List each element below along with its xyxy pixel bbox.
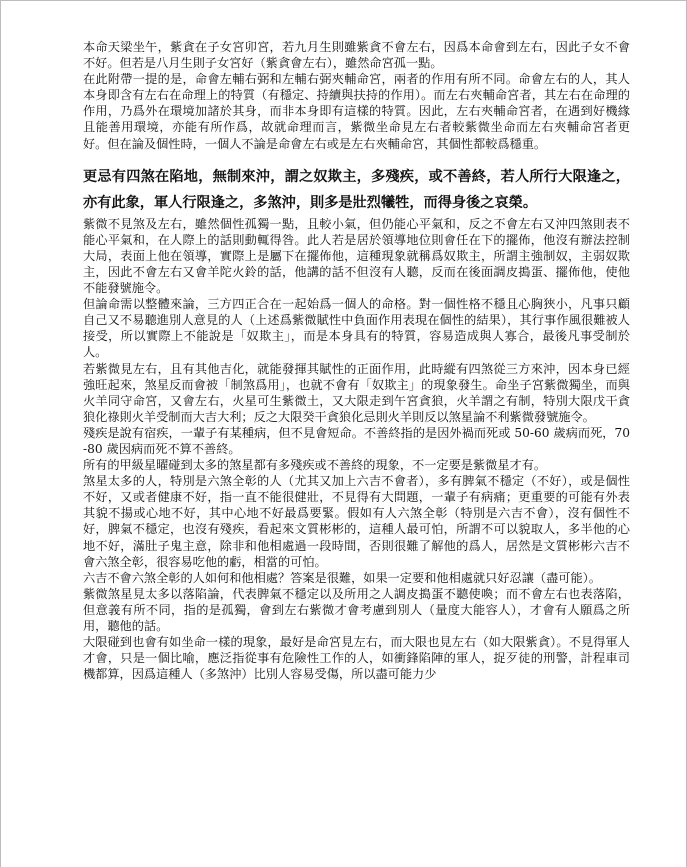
intro-paragraph-2: 在此附帶一提的是，命會左輔右弼和左輔右弼夾輔命宮，兩者的作用有所不同。命會左右的人，其人本身即含有左右在命理上的特質（有穩定、持續與扶持的作用）。而左右夾輔命宮者，其左右在命理的作用，乃爲外在環境加諸於其身，而非本身即有這樣的特質。因此，左右夾輔命宮者，在遇到好機緣且能善用環境，亦能有所作爲，故就命理而言，紫微坐命見左右者較紫微坐命而左右夾輔命宮者更好。但在論及個性時，一個人不論是命會左右或是左右夾輔命宮，其個性都較爲穩重。 [83,72,630,151]
body-paragraph-5: 所有的甲級星曜碰到太多的煞星都有多殘疾或不善終的現象，不一定要是紫微星才有。 [83,458,547,473]
body-paragraph-8: 紫微煞星見太多以落陷論，代表脾氣不穩定以及所用之人調皮搗蛋不聽使喚；而不會左右也表落陷，但意義有所不同，指的是孤獨，會到左右紫微才會考慮到別人（量度大能容人），才會有人願爲之所用，聽他的話。 [83,586,630,633]
body-paragraph-2: 但論命需以整體來論，三方四正合在一起始爲一個人的命格。對一個性格不穩且心胸狹小，凡事只顧自己又不易聽進別人意見的人（上述爲紫微賦性中負面作用表現在個性的結果），其行事作風很難被人接受，所以實際上不能說是「奴欺主」，而是本身具有的特質，容易造成與人寡合，最後凡事受制於人。 [83,297,630,360]
body-paragraph-7: 六吉不會六煞全彰的人如何和他相處？答案是很難，如果一定要和他相處就只好忍讓（盡可能）。 [83,570,601,585]
body-paragraph-1: 紫微不見煞及左右，雖然個性孤獨一點，且較小氣，但仍能心平氣和，反之不會左右又沖四煞則表不能心平氣和，在人際上的話則動輒得咎。此人若是居於領導地位則會任在下的擺佈，他沒有辦法控制大局，表面上他在領導，實際上是屬下在擺佈他，這種現象就稱爲奴欺主，所謂主強制奴，主弱奴欺主，因此不會左右又會羊陀火鈴的話，他講的話不但沒有人聽，反而在後面調皮搗蛋、擺佈他，使他不能發號施令。 [83,216,630,296]
body-paragraph-3: 若紫微見左右，且有其他吉化，就能發揮其賦性的正面作用，此時縱有四煞從三方來沖，因本身已經強旺起來，煞星反而會被「制煞爲用」，也就不會有「奴欺主」的現象發生。命坐子宮紫微獨坐，而與火羊同守命宮，又會左右，火星可生紫微土，又大限走到午宮貪狼，火羊謂之有制，特別大限戊干貪狼化祿則火羊受制而大吉大利；反之大限癸干貪狼化忌則火羊則反以煞星論不利紫微發號施令。 [83,361,630,424]
body-paragraph-9: 大限碰到也會有如坐命一樣的現象，最好是命宮見左右，而大限也見左右（如大限紫貪）。不見得軍人才會，只是一個比喻，應泛指從事有危險性工作的人，如衝鋒陷陣的軍人，捉歹徒的刑警，計程車司機都算，因爲這種人（多煞沖）比別人容易受傷，所以盡可能力少 [83,635,630,682]
section-heading: 更忌有四煞在陷地，無制來沖，謂之奴欺主，多殘疾，或不善終，若人所行大限逢之，亦有此象，軍人行限逢之，多煞沖，則多是壯烈犧牲，而得身後之哀榮。 [83,168,630,211]
intro-paragraph-1: 本命天梁坐午，紫貪在子女宮卯宮，若九月生則雖紫貪不會左右，因爲本命會到左右，因此子女不會不好。但若是八月生則子女宮好（紫貪會左右），雖然命宮孤一點。 [83,40,630,71]
body-paragraph-6: 煞星太多的人，特別是六煞全彰的人（尤其又加上六吉不會者），多有脾氣不穩定（不好），或是個性不好，又或者健康不好，指一直不能很健壯，不見得有大問題，一輩子有病痛；更重要的可能有外表其貌不揚或心地不好，其中心地不好最爲要緊。假如有人六煞全彰（特別是六吉不會），沒有個性不好，脾氣不穩定，也沒有殘疾，看起來文質彬彬的，這種人最可怕，所謂不可以貌取人，多半他的心地不好，滿肚子鬼主意，除非和他相處過一段時間，否則很難了解他的爲人，居然是文質彬彬六吉不會六煞全彰，很容易吃他的虧，相當的可怕。 [83,474,630,569]
body-paragraph-4: 殘疾是說有宿疾，一輩子有某種病，但不見會短命。不善終指的是因外禍而死或 50-60 歲病而死，70-80 歲因病而死不算不善終。 [83,425,630,456]
